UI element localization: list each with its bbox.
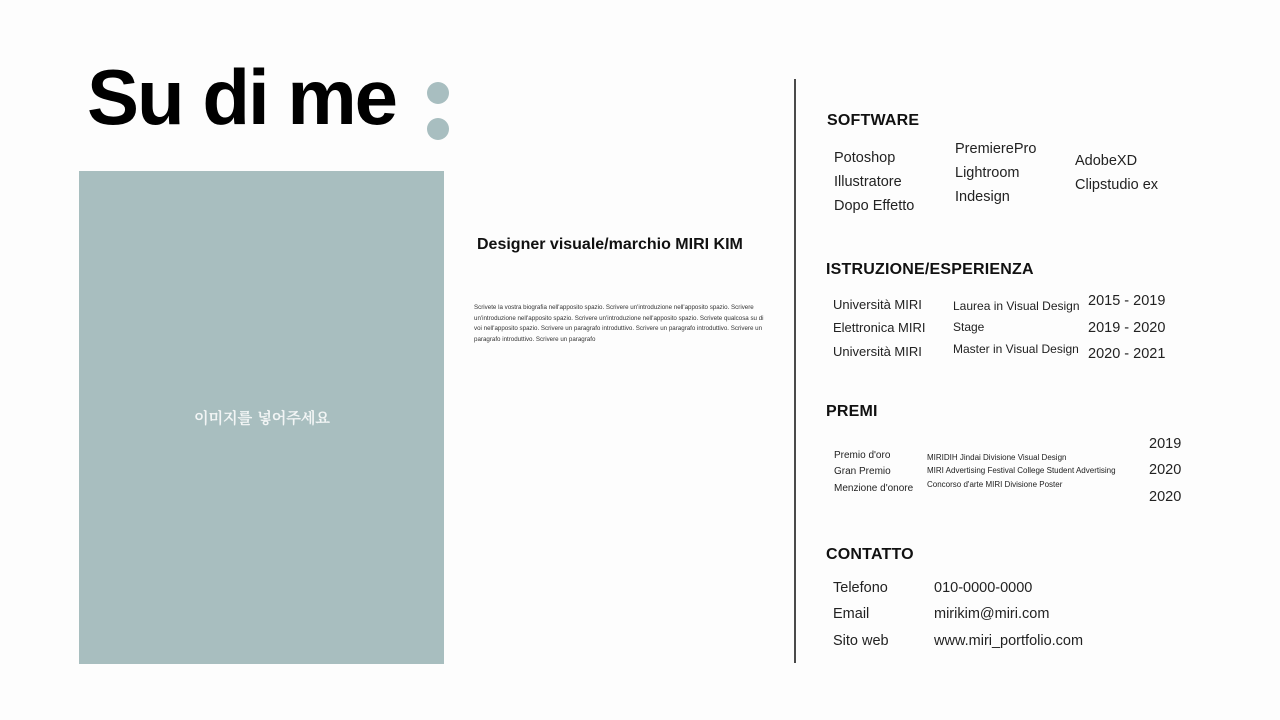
software-item: PremierePro bbox=[955, 141, 1037, 157]
award-title: Menzione d'onore bbox=[834, 483, 914, 494]
education-place: Università MIRI bbox=[833, 297, 922, 312]
accent-dot-top bbox=[427, 82, 449, 104]
awards-heading: PREMI bbox=[826, 403, 878, 420]
photo-placeholder[interactable] bbox=[79, 171, 444, 664]
award-detail: MIRIDIH Jindai Divisione Visual Design bbox=[927, 453, 1067, 462]
education-heading: ISTRUZIONE/ESPERIENZA bbox=[826, 261, 1034, 278]
profile-role: Designer visuale/marchio MIRI KIM bbox=[477, 236, 743, 253]
award-title: Gran Premio bbox=[834, 466, 891, 477]
software-item: Dopo Effetto bbox=[834, 198, 915, 214]
contact-email[interactable]: mirikim@miri.com bbox=[934, 606, 1050, 622]
software-item: AdobeXD bbox=[1075, 153, 1138, 169]
software-item: Illustratore bbox=[834, 174, 902, 190]
award-detail: MIRI Advertising Festival College Student Advertising bbox=[927, 466, 1116, 475]
software-item: Potoshop bbox=[834, 150, 896, 166]
accent-dot-bottom bbox=[427, 118, 449, 140]
education-place: Università MIRI bbox=[833, 344, 922, 359]
page-title: Su di me bbox=[87, 53, 397, 141]
education-detail: Laurea in Visual Design bbox=[953, 299, 1080, 313]
contact-label: Email bbox=[833, 606, 870, 622]
photo-placeholder-label: 이미지를 넣어주세요 bbox=[194, 409, 330, 427]
education-detail: Master in Visual Design bbox=[953, 342, 1079, 356]
education-place: Elettronica MIRI bbox=[833, 320, 926, 335]
software-item: Lightroom bbox=[955, 165, 1020, 181]
software-item: Indesign bbox=[955, 189, 1010, 205]
contact-label: Sito web bbox=[833, 633, 889, 649]
award-title: Premio d'oro bbox=[834, 450, 891, 461]
education-detail: Stage bbox=[953, 320, 985, 334]
education-years: 2020 - 2021 bbox=[1088, 346, 1166, 362]
education-years: 2019 - 2020 bbox=[1088, 320, 1166, 336]
contact-phone[interactable]: 010-0000-0000 bbox=[934, 580, 1033, 596]
award-year: 2020 bbox=[1149, 489, 1182, 505]
contact-label: Telefono bbox=[833, 580, 888, 596]
profile-bio: Scrivete la vostra biografia nell'apposito spazio. Scrivere un'introduzione nell'apposito spazio. Scrivere un'introduzione nell'apposito spazio. Scrivere un'introduzione nell'apposito spazio. Scrivete qualcosa su di voi nell'apposito spazio. Scrivere un paragrafo introduttivo. Scrivere un paragrafo introduttivo. Scrivere un paragrafo introduttivo. Scrivere un paragrafo bbox=[474, 304, 764, 344]
contact-heading: CONTATTO bbox=[826, 546, 914, 563]
award-year: 2019 bbox=[1149, 436, 1182, 452]
software-item: Clipstudio ex bbox=[1075, 177, 1159, 193]
vertical-divider bbox=[794, 79, 796, 663]
award-detail: Concorso d'arte MIRI Divisione Poster bbox=[927, 480, 1063, 489]
education-years: 2015 - 2019 bbox=[1088, 293, 1166, 309]
contact-website[interactable]: www.miri_portfolio.com bbox=[934, 633, 1084, 649]
software-heading: SOFTWARE bbox=[827, 112, 920, 129]
award-year: 2020 bbox=[1149, 462, 1182, 478]
